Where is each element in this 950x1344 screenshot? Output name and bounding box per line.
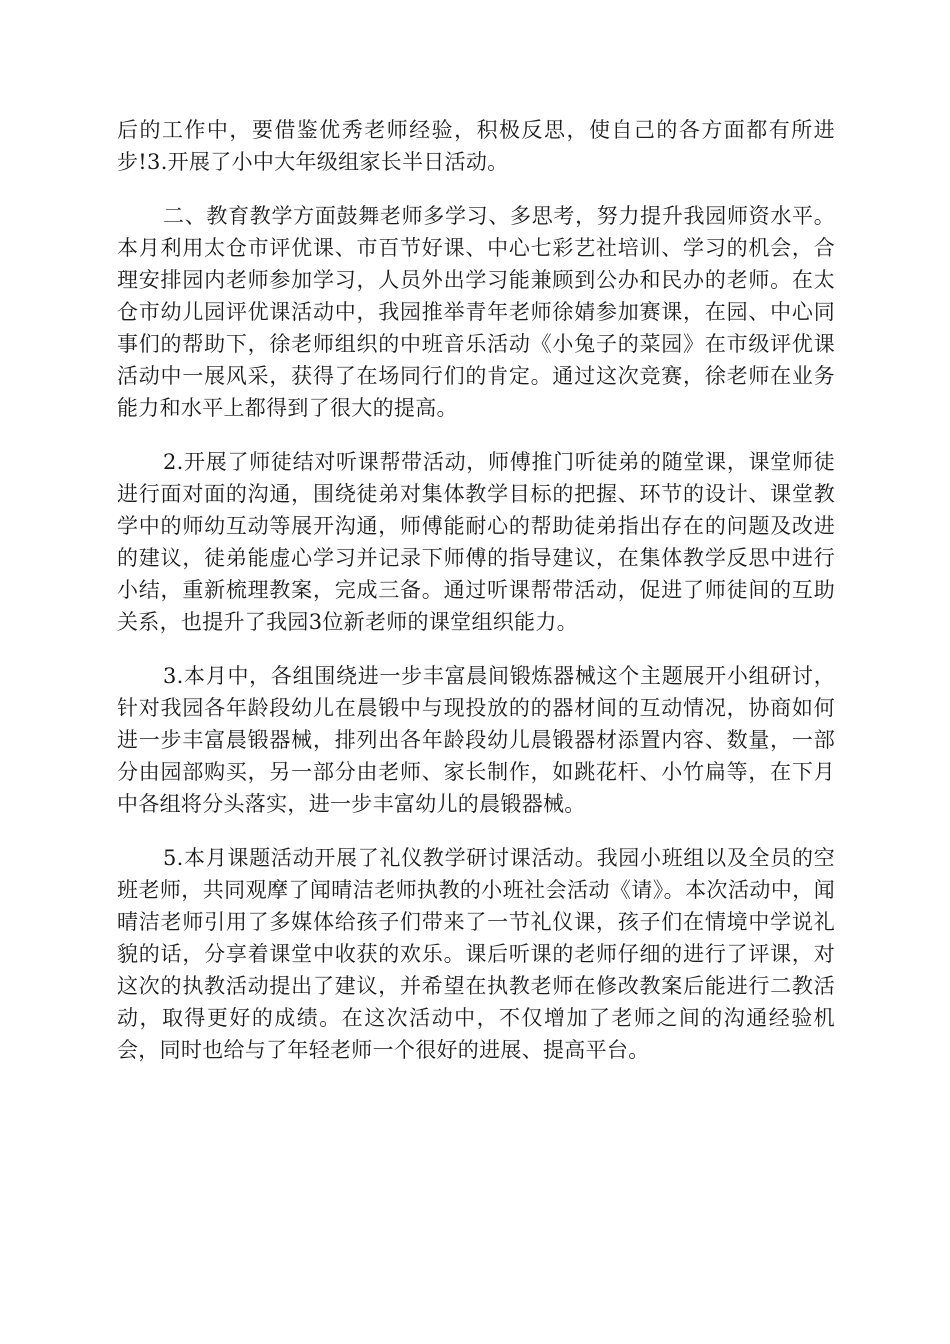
- paragraph-continuation: 后的工作中，要借鉴优秀老师经验，积极反思，使自己的各方面都有所进步!3.开展了小中大年级组家长半日活动。: [117, 118, 835, 174]
- document-body: [117, 114, 835, 1088]
- paragraph-morning-exercise: 3.本月中，各组围绕进一步丰富晨间锻炼器械这个主题展开小组研讨，针对我园各年龄段幼儿在晨锻中与现投放的的器材间的互动情况，协商如何进一步丰富晨锻器械，排列出各年龄段幼儿晨锻器材添置内容、数量，一部分由园部购买，另一部分由老师、家长制作，如跳花杆、小竹扁等，在下月中各组将分头落实，进一步丰富幼儿的晨锻器械。: [117, 664, 835, 816]
- paragraph-mentoring: 2.开展了师徒结对听课帮带活动，师傅推门听徒弟的随堂课，课堂师徒进行面对面的沟通，围绕徒弟对集体教学目标的把握、环节的设计、课堂教学中的师幼互动等展开沟通，师傅能耐心的帮助徒弟指出存在的问题及改进的建议，徒弟能虚心学习并记录下师傅的指导建议，在集体教学反思中进行小结，重新梳理教案，完成三备。通过听课帮带活动，促进了师徒间的互助关系，也提升了我园3位新老师的课堂组织能力。: [117, 450, 835, 634]
- paragraph-teaching-section: 二、教育教学方面鼓舞老师多学习、多思考，努力提升我园师资水平。本月利用太仓市评优课、市百节好课、中心七彩艺社培训、学习的机会，合理安排园内老师参加学习，人员外出学习能兼顾到公办和民办的老师。在太仓市幼儿园评优课活动中，我园推举青年老师徐婧参加赛课，在园、中心同事们的帮助下，徐老师组织的中班音乐活动《小兔子的菜园》在市级评优课活动中一展风采，获得了在场同行们的肯定。通过这次竞赛，徐老师在业务能力和水平上都得到了很大的提高。: [117, 204, 835, 420]
- paragraph-etiquette-lesson: 5.本月课题活动开展了礼仪教学研讨课活动。我园小班组以及全员的空班老师，共同观摩了闻晴洁老师执教的小班社会活动《请》。本次活动中，闻晴洁老师引用了多媒体给孩子们带来了一节礼仪课，孩子们在情境中学说礼貌的话，分享着课堂中收获的欢乐。课后听课的老师仔细的进行了评课，对这次的执教活动提出了建议，并希望在执教老师在修改教案后能进行二教活动，取得更好的成绩。在这次活动中，不仅增加了老师之间的沟通经验机会，同时也给与了年轻老师一个很好的进展、提高平台。: [117, 846, 835, 1062]
